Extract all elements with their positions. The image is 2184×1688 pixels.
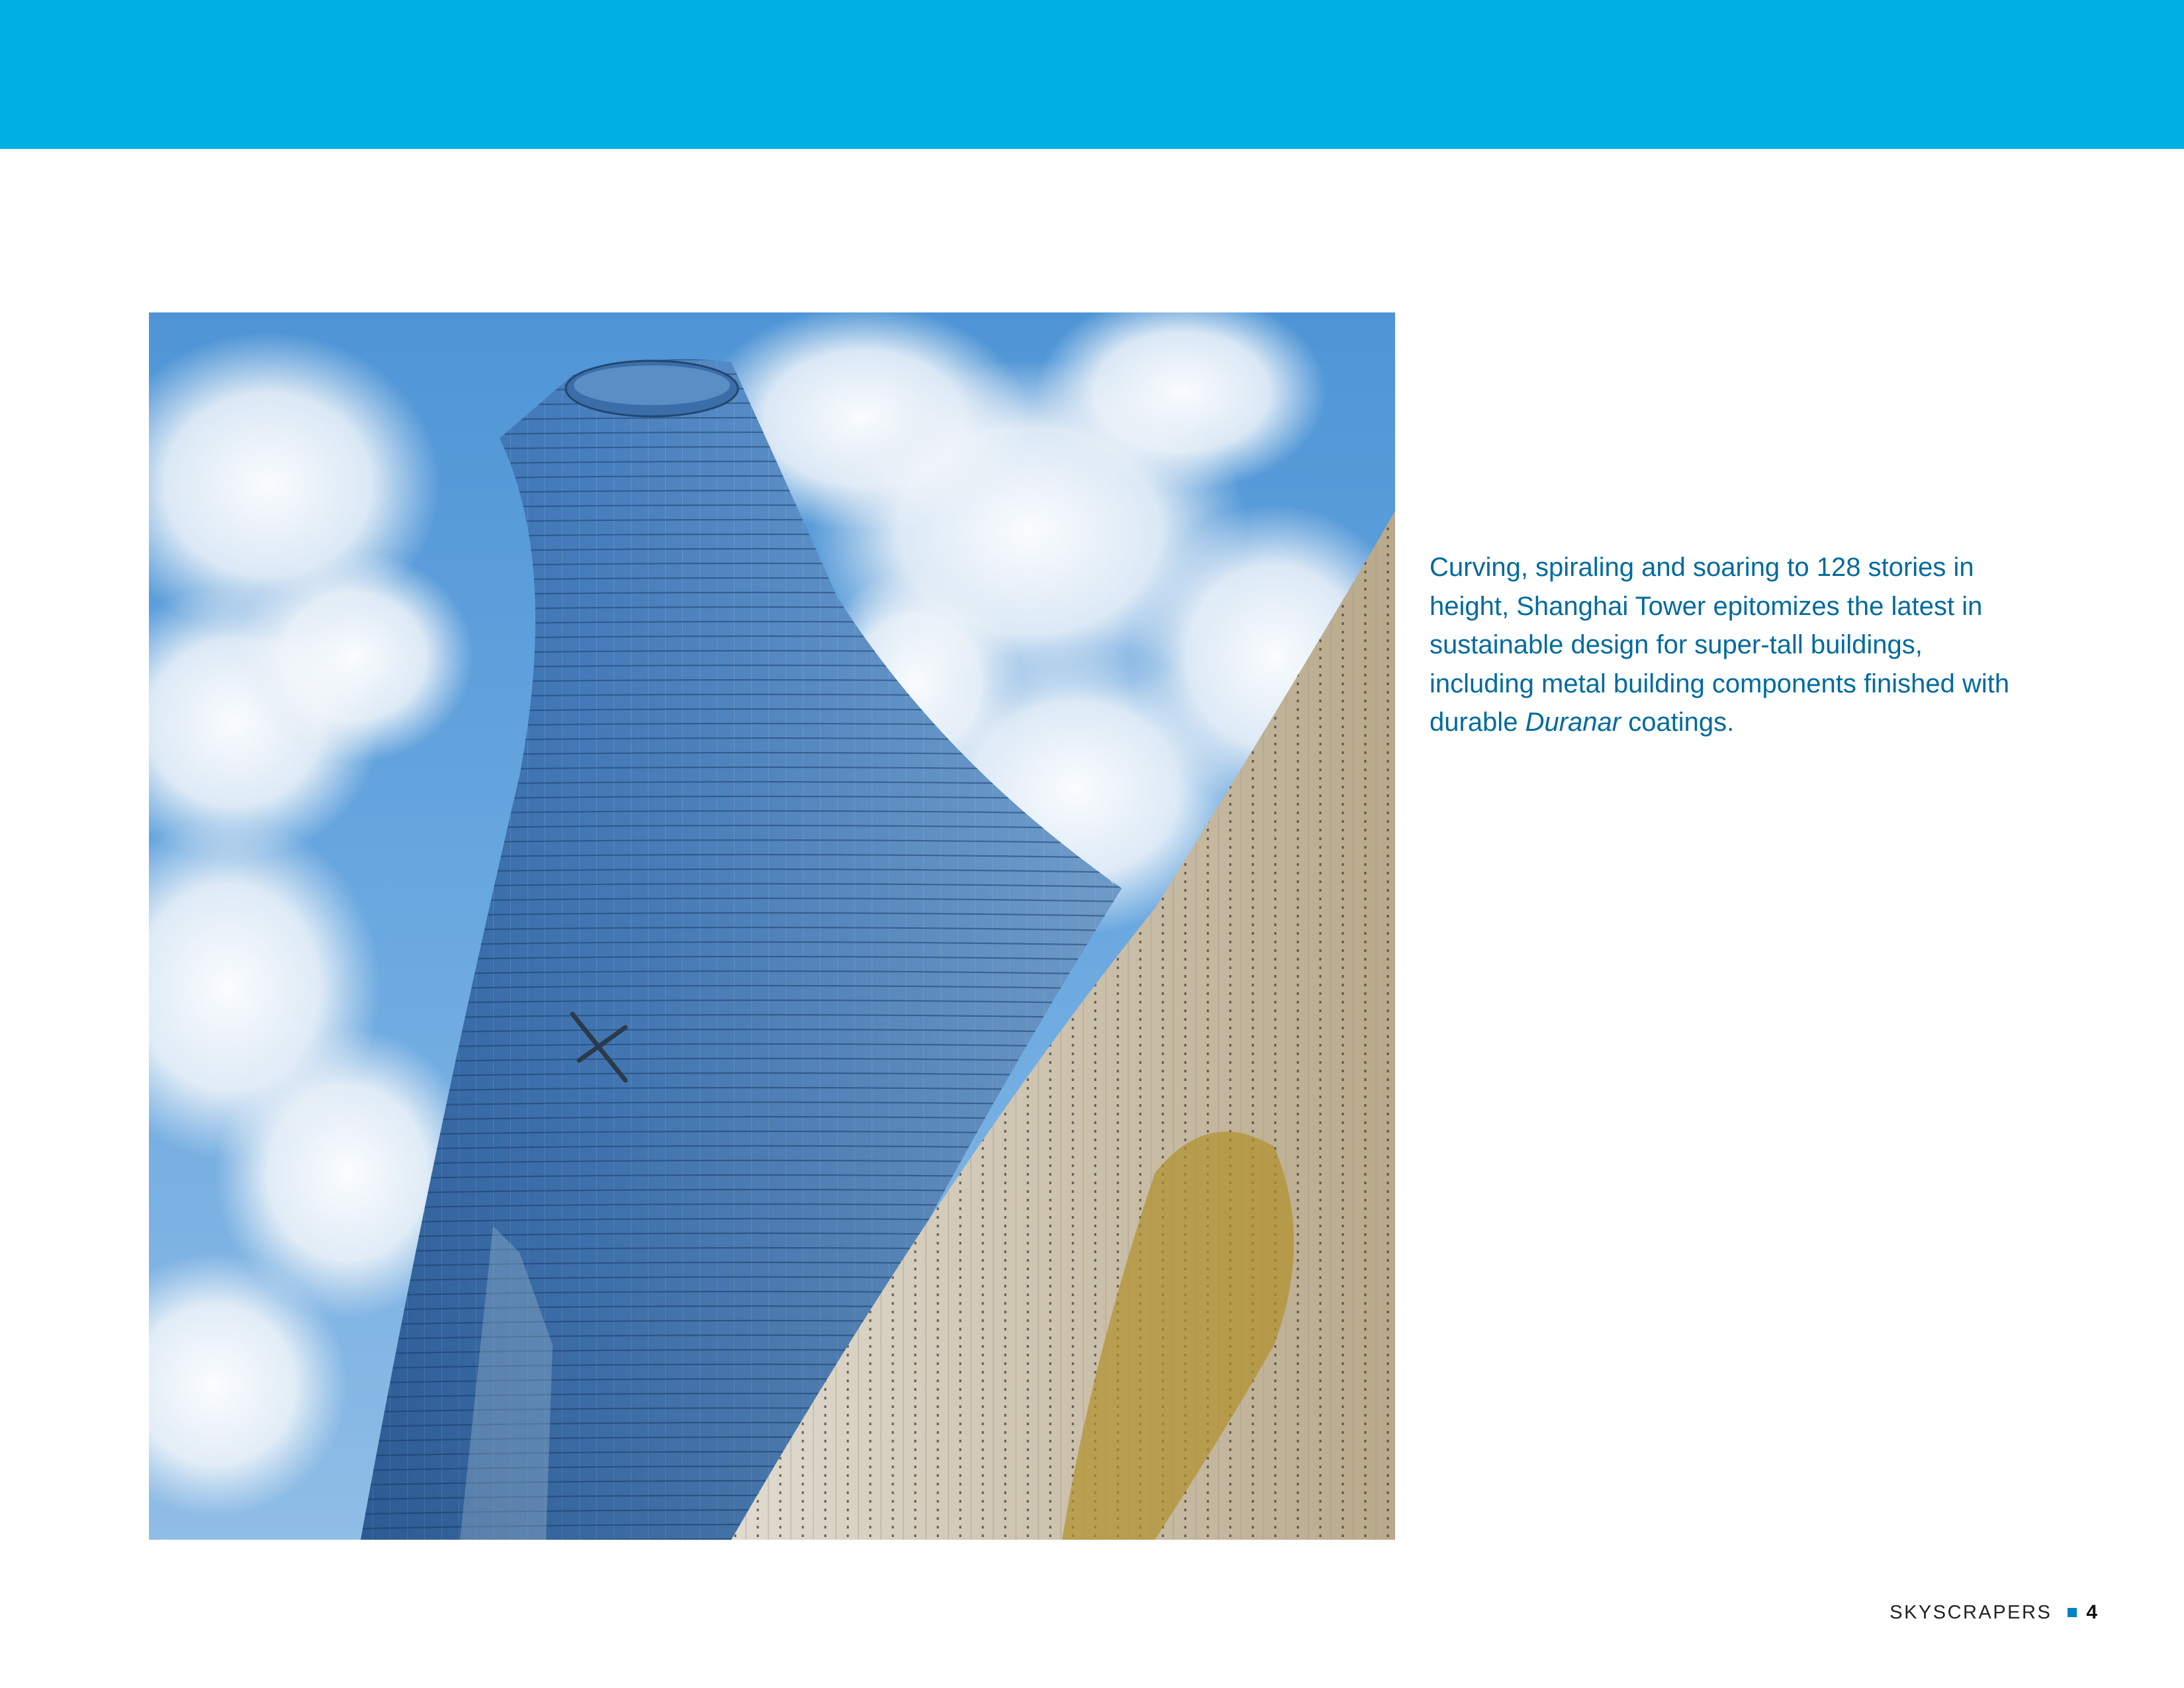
- photo-caption: [1430, 548, 2032, 742]
- footer-section-label: SKYSCRAPERS: [1889, 1601, 2052, 1623]
- shanghai-tower-photo: [149, 312, 1395, 1540]
- page-footer: [1889, 1599, 2097, 1626]
- top-color-band: [0, 0, 2184, 149]
- page-number: 4: [2086, 1601, 2097, 1623]
- caption-text: Curving, spiraling and soaring to 128 stories in height, Shanghai Tower epitomizes the latest in sustainable design for super-tall buildings, including metal building components finished with durable: [1430, 553, 2010, 737]
- caption-brand-italic: Duranar: [1525, 708, 1621, 737]
- caption-text-end: coatings.: [1621, 708, 1735, 737]
- square-bullet-icon: [2068, 1608, 2077, 1617]
